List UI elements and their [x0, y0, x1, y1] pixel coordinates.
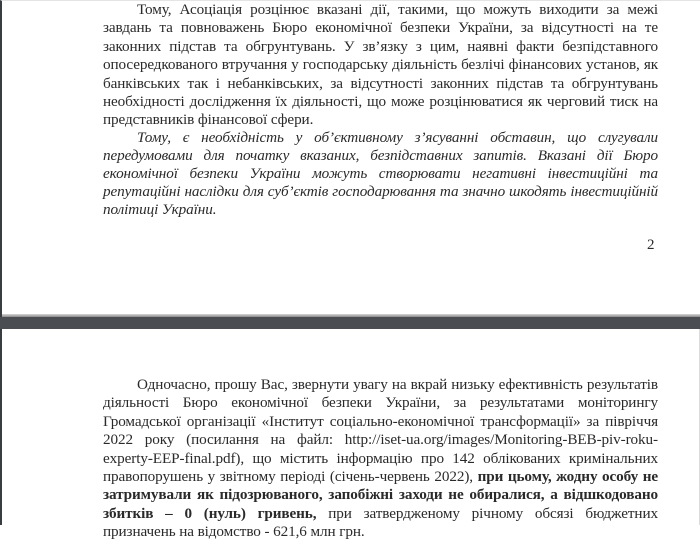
page-number: 2	[647, 237, 655, 253]
paragraph-text-end: при затвердженому річному обсязі бюджетних призначень на відомство - 621,6 млн грн.	[103, 504, 658, 541]
paragraph-text-start: Одночасно, прошу Вас, звернути увагу на вкрай низьку ефективність результатів діяльності Бюро економічної безпеки України, за результатами моніторингу Громадської організації «Інститут соціально-економічної трансформації» за півріччя 2022 року (посилання на файл: http://iset-ua.org/images/Monitoring-BEB-piv-roku-experty-EEP-final.pdf), що містить інформацію про 142 облікованих кримінальних правопорушень у звітному періоді (січень-червень 2022),	[103, 376, 658, 486]
document-page-3	[0, 329, 700, 541]
paragraph-association-assessment: Тому, Асоціація розцінює вказані дії, такими, що можуть виходити за межі завдань та повноважень Бюро економічної безпеки України, за відсутності на те законних підстав та обгрунтувань. У зв’язку з цим, наявні факти безпідставного опосередкованого втручання у господарську діяльність безлічі фінансових установ, як банківських так і небанківських, за відсутності законних підстав та обгрунтувань необхідності дослідження їх діяльності, що може розцінюватися як черговий тиск на представників фінансової сфери.	[103, 1, 658, 129]
paragraph-bold-statement: при цьому, жодну особу не затримували як підозрюваного, запобіжні заходи не обиралися, а відшкодовано збитків – 0 (нуль) гривень,	[103, 468, 658, 522]
paragraph-italic-conclusion: Тому, є необхідність у об’єктивному з’ясуванні обставин, що слугували передумовами для початку вказаних, безпідставних запитів. Вказані дії Бюро економічної безпеки України можуть створювати негативні інвестиційні та репутаційні наслідки для суб’єктів господарювання та значно шкодять інвестиційній політиці України.	[103, 129, 658, 219]
paragraph-monitoring-results	[103, 376, 658, 542]
